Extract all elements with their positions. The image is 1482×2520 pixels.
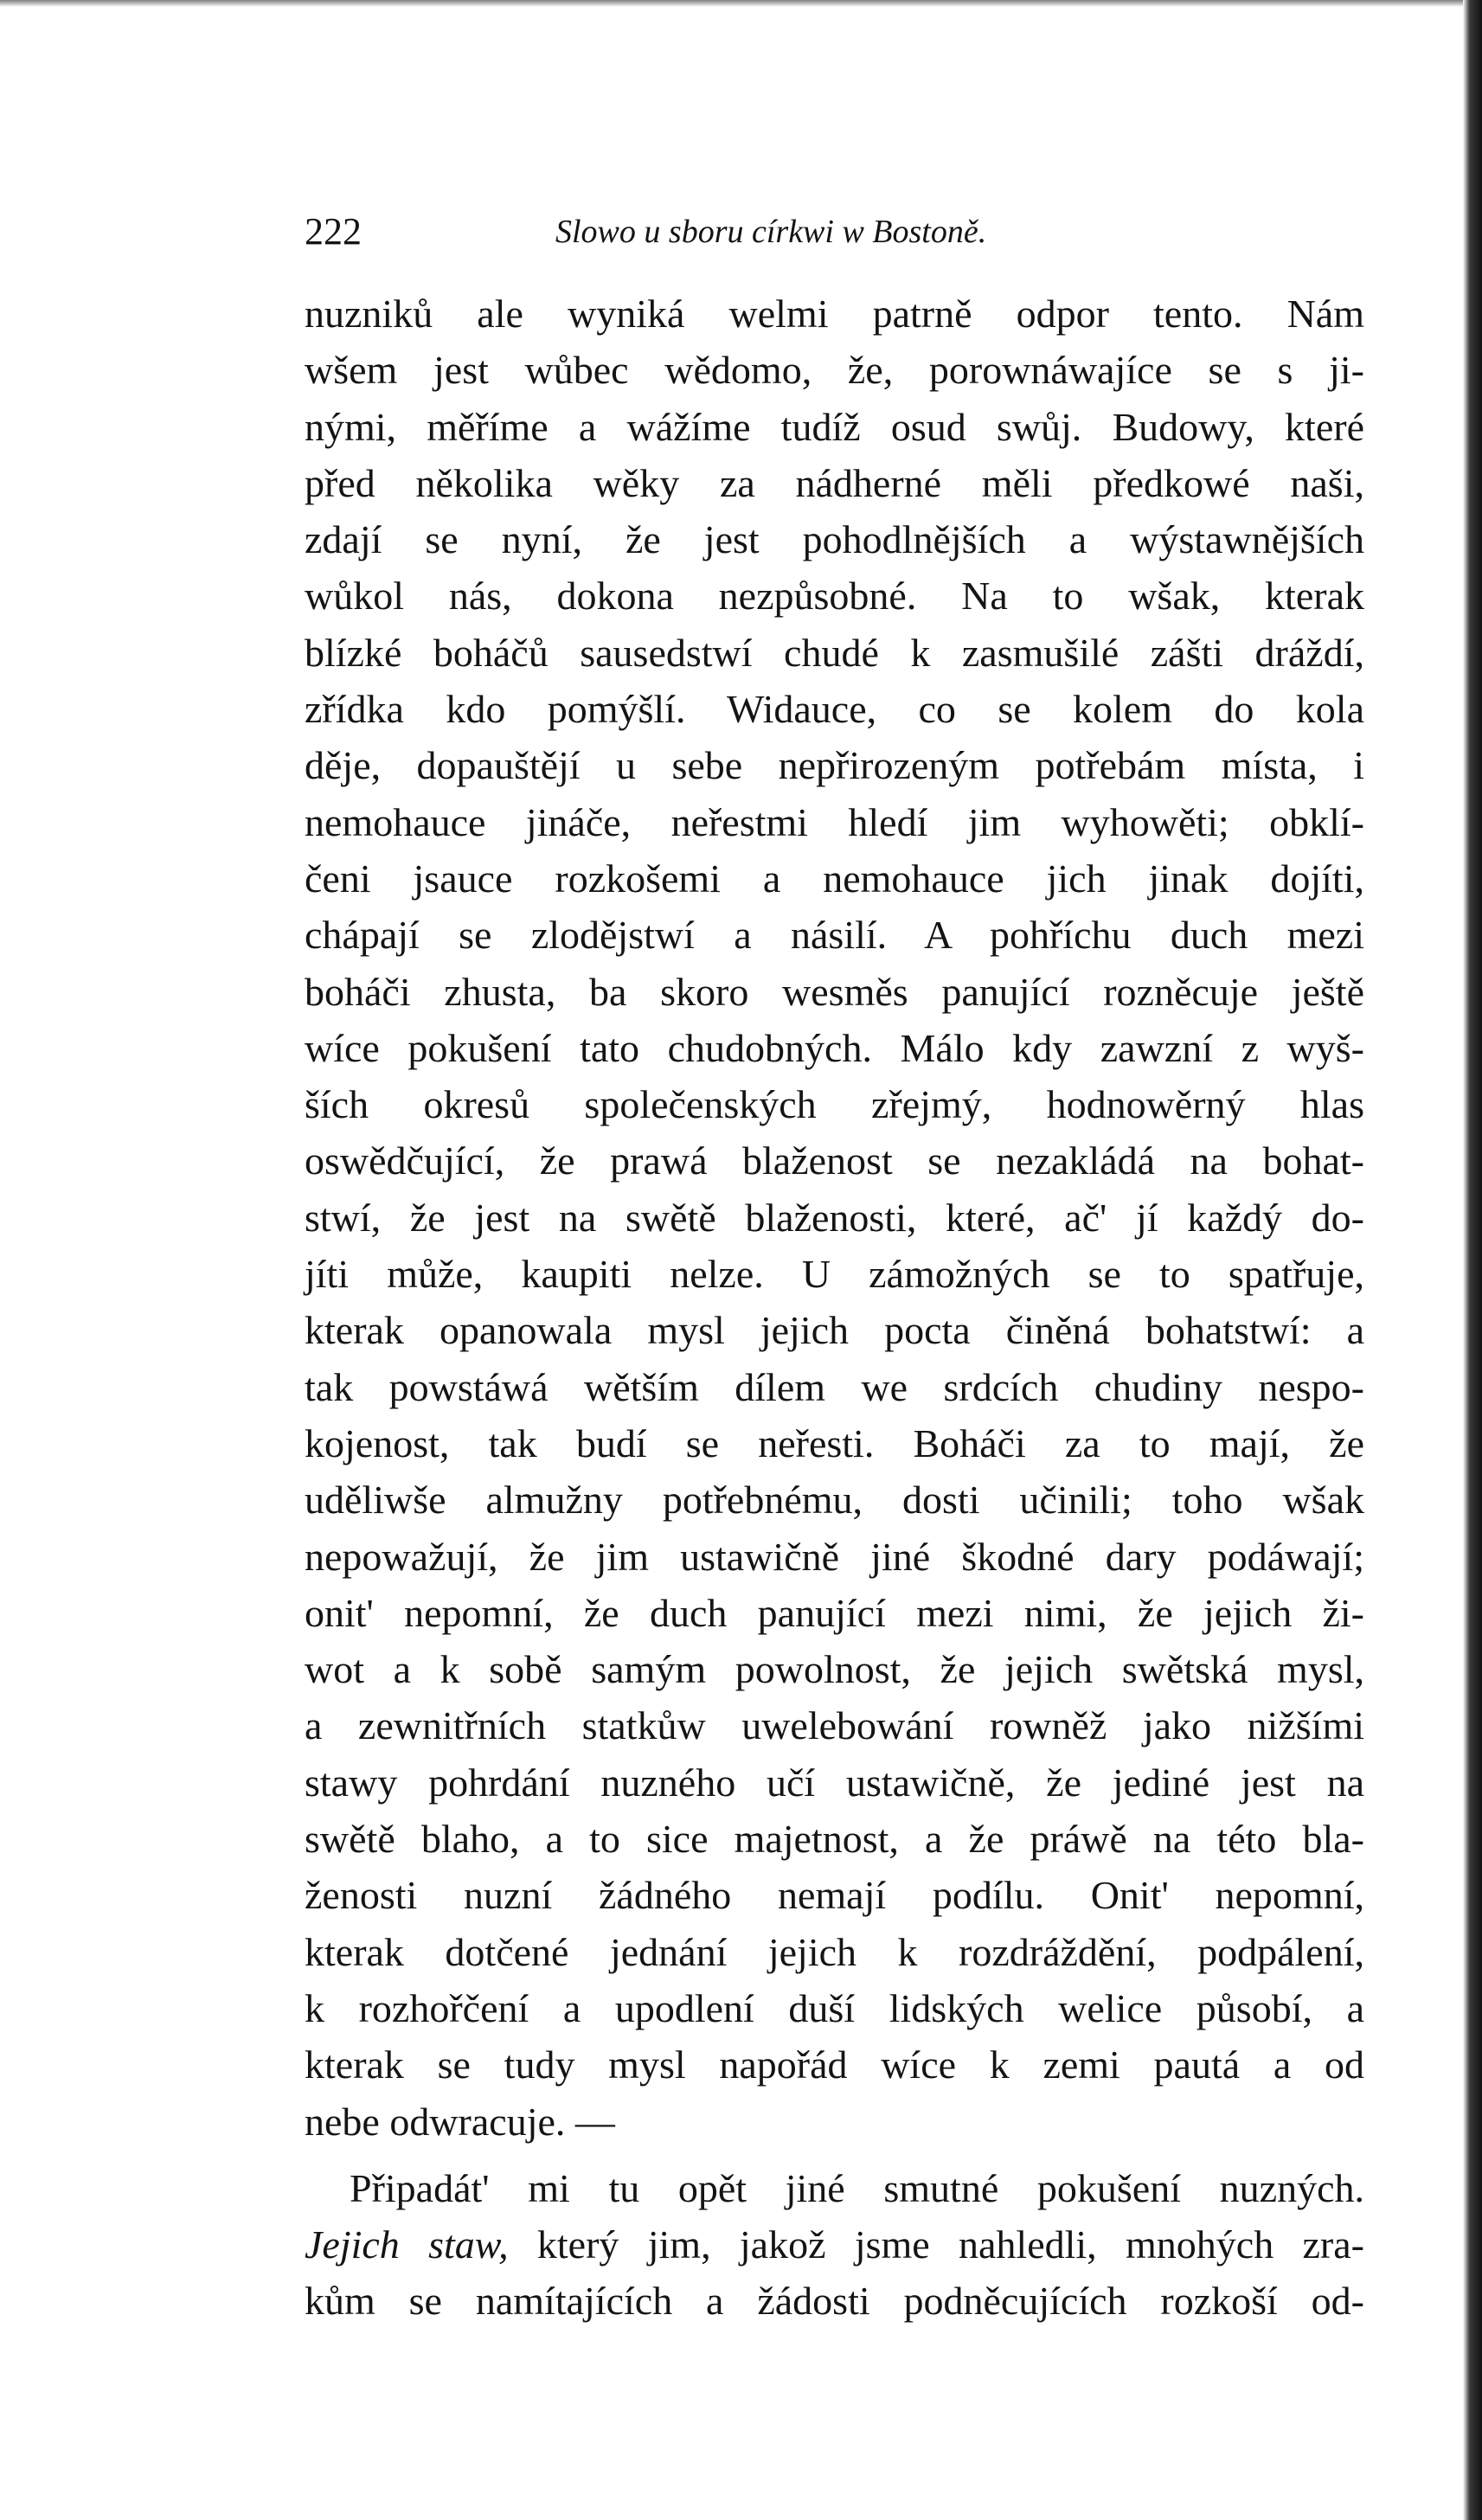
text-line: nemohauce jináče, neřestmi hledí jim wyhowěti; obklí- [305,799,1364,844]
text-line: swětě blaho, a to sice majetnost, a že práwě na této bla- [305,1817,1364,1862]
text-line: wíce pokušení tato chudobných. Málo kdy zawzní z wyš- [305,1025,1364,1070]
paragraph-1 [305,285,1364,2150]
paragraph-gap [305,2150,1364,2160]
text-line: chápají se zlodějstwí a násilí. A pohříchu duch mezi [305,913,1364,958]
text-line: blízké boháčů sausedstwí chudé k zasmušilé zášti dráždí, [305,630,1364,675]
text-line: oswědčující, že prawá blaženost se nezakládá na bohat- [305,1138,1364,1183]
text-line: onit' nepomní, že duch panující mezi nimi, že jejich ži- [305,1590,1364,1635]
text-line: stawy pohrdání nuzného učí ustawičně, že jediné jest na [305,1760,1364,1805]
text-line: nebe odwracuje. — [305,2099,615,2144]
text-line: jíti může, kaupiti nelze. U zámožných se to spatřuje, [305,1252,1364,1297]
text-line: kům se namítajících a žádosti podněcujících rozkoší od- [305,2279,1364,2324]
text-line: wůkol nás, dokona nezpůsobné. Na to wšak, kterak [305,574,1364,619]
text-line: wšem jest wůbec wědomo, že, porownáwajíce se s ji- [305,348,1364,393]
running-title: Slowo u sboru církwi w Bostoně. [555,214,987,250]
page-header [305,206,1369,258]
text-segment: který jim, jakož jsme nahledli, mnohých zra- [508,2222,1364,2267]
text-line: stwí, že jest na swětě blaženosti, které, ač' jí každý do- [305,1195,1364,1240]
body-text [305,285,1364,2330]
text-line: čeni jsauce rozkošemi a nemohauce jich jinak dojíti, [305,856,1364,901]
text-line: ších okresů společenských zřejmý, hodnowěrný hlas [305,1082,1364,1127]
text-line: nepowažují, že jim ustawičně jiné škodné dary podáwají; [305,1534,1364,1579]
text-line: wot a k sobě samým powolnost, že jejich swětská mysl, [305,1647,1364,1692]
text-line-mixed [305,2216,1364,2273]
text-line: kterak se tudy mysl napořád wíce k zemi pautá a od [305,2042,1364,2087]
text-line: k rozhořčení a upodlení duší lidských welice působí, a [305,1985,1364,2030]
text-line: zřídka kdo pomýšlí. Widauce, co se kolem do kola [305,687,1364,732]
text-line: a zewnitřních statkůw uwelebowání rowněž jako nižšími [305,1703,1364,1748]
text-line: nuzniků ale wyniká welmi patrně odpor tento. Nám [305,292,1364,336]
text-line: děje, dopauštějí u sebe nepřirozeným potřebám místa, i [305,743,1364,788]
text-line: kterak opanowala mysl jejich pocta činěná bohatstwí: a [305,1308,1364,1353]
scan-edge-top [0,0,1482,7]
text-line: nými, měříme a wážíme tudíž osud swůj. Budowy, které [305,404,1364,449]
text-line: před několika wěky za nádherné měli předkowé naši, [305,460,1364,505]
text-line: uděliwše almužny potřebnému, dosti učinili; toho wšak [305,1478,1364,1523]
text-line: kterak dotčené jednání jejich k rozdráždění, podpálení, [305,1929,1364,1974]
text-line: boháči zhusta, ba skoro wesměs panující rozněcuje ještě [305,969,1364,1014]
text-line: tak powstáwá wětším dílem we srdcích chudiny nespo- [305,1364,1364,1409]
text-line: Připadát' mi tu opět jiné smutné pokušení nuzných. [350,2165,1364,2210]
paragraph-2 [305,2160,1364,2330]
scan-edge-right [1463,0,1482,2520]
text-line: kojenost, tak budí se neřesti. Boháči za to mají, že [305,1420,1364,1465]
page-number: 222 [305,210,362,253]
text-line: zdají se nyní, že jest pohodlnějších a wýstawnějších [305,517,1364,562]
text-line: ženosti nuzní žádného nemají podílu. Onit' nepomní, [305,1873,1364,1918]
emphasis-text: Jejich staw, [305,2222,509,2267]
